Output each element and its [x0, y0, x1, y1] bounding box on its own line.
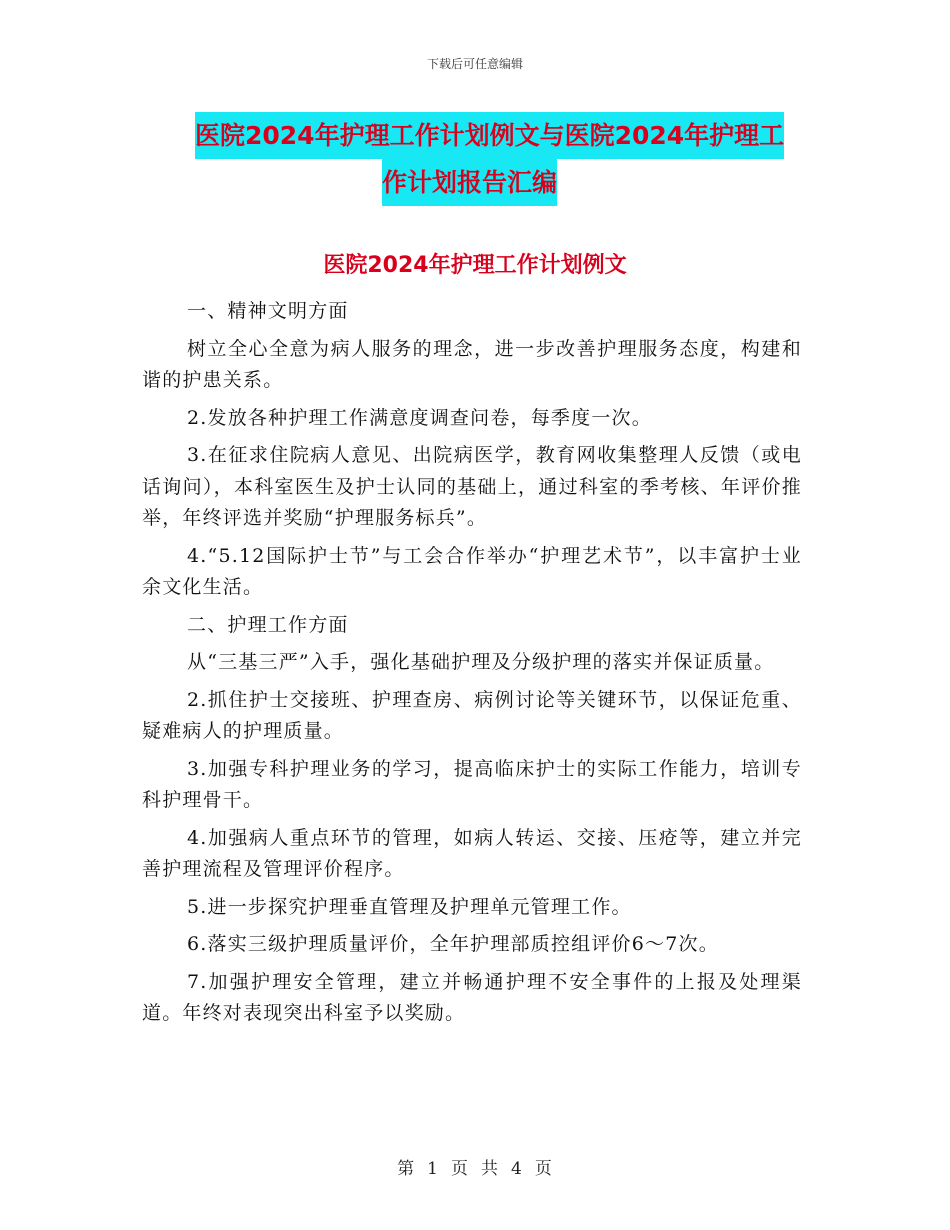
paragraph: 6.落实三级护理质量评价，全年护理部质控组评价6～7次。 [187, 933, 719, 955]
paragraph: 5.进一步探究护理垂直管理及护理单元管理工作。 [187, 895, 632, 918]
footer-page-number: 1 [427, 1159, 439, 1179]
paragraph: 3.在征求住院病人意见、出院病医学，教育网收集整理人反馈（或电话询问），本科室医生及护士认同的基础上，通过科室的季考核、年评价推举，年终评选并奖励“护理服务标兵”。 [142, 444, 802, 529]
paragraph: 7.加强护理安全管理，建立并畅通护理不安全事件的上报及处理渠道。年终对表现突出科室予以奖励。 [142, 970, 802, 1024]
document-title [195, 112, 815, 206]
footer-total-pages: 4 [511, 1159, 523, 1179]
paragraph: 二、护理工作方面 [187, 613, 349, 636]
footer-page-unit: 页 [451, 1159, 469, 1179]
paragraph: 3.加强专科护理业务的学习，提高临床护士的实际工作能力，培训专科护理骨干。 [142, 757, 802, 811]
paragraph: 2.发放各种护理工作满意度调查问卷，每季度一次。 [187, 406, 652, 429]
paragraph: 4.加强病人重点环节的管理，如病人转运、交接、压疮等，建立并完善护理流程及管理评价程序。 [142, 826, 802, 880]
body-text [142, 296, 802, 1036]
title-line-1-text: 医院2024年护理工作计划例文与医院2024年护理工 [195, 112, 784, 159]
title-line-2-text: 作计划报告汇编 [382, 159, 557, 206]
paragraph: 一、精神文明方面 [187, 300, 349, 322]
footer-total-unit: 页 [534, 1159, 553, 1179]
header-note: 下载后可任意编辑 [426, 57, 523, 71]
title-line-2 [195, 159, 815, 206]
paragraph: 从“三基三严”入手，强化基础护理及分级护理的落实并保证质量。 [187, 651, 775, 673]
paragraph: 树立全心全意为病人服务的理念，进一步改善护理服务态度，构建和谐的护患关系。 [142, 337, 802, 391]
title-line-1 [195, 112, 815, 159]
footer-prefix: 第 [397, 1159, 416, 1179]
page-footer [0, 1154, 950, 1179]
section-title: 医院2024年护理工作计划例文 [323, 253, 627, 278]
footer-total-prefix: 共 [481, 1159, 499, 1179]
paragraph: 4.“5.12国际护士节”与工会合作举办“护理艺术节”，以丰富护士业余文化生活。 [142, 544, 802, 598]
paragraph: 2.抓住护士交接班、护理查房、病例讨论等关键环节，以保证危重、疑难病人的护理质量。 [142, 688, 802, 742]
